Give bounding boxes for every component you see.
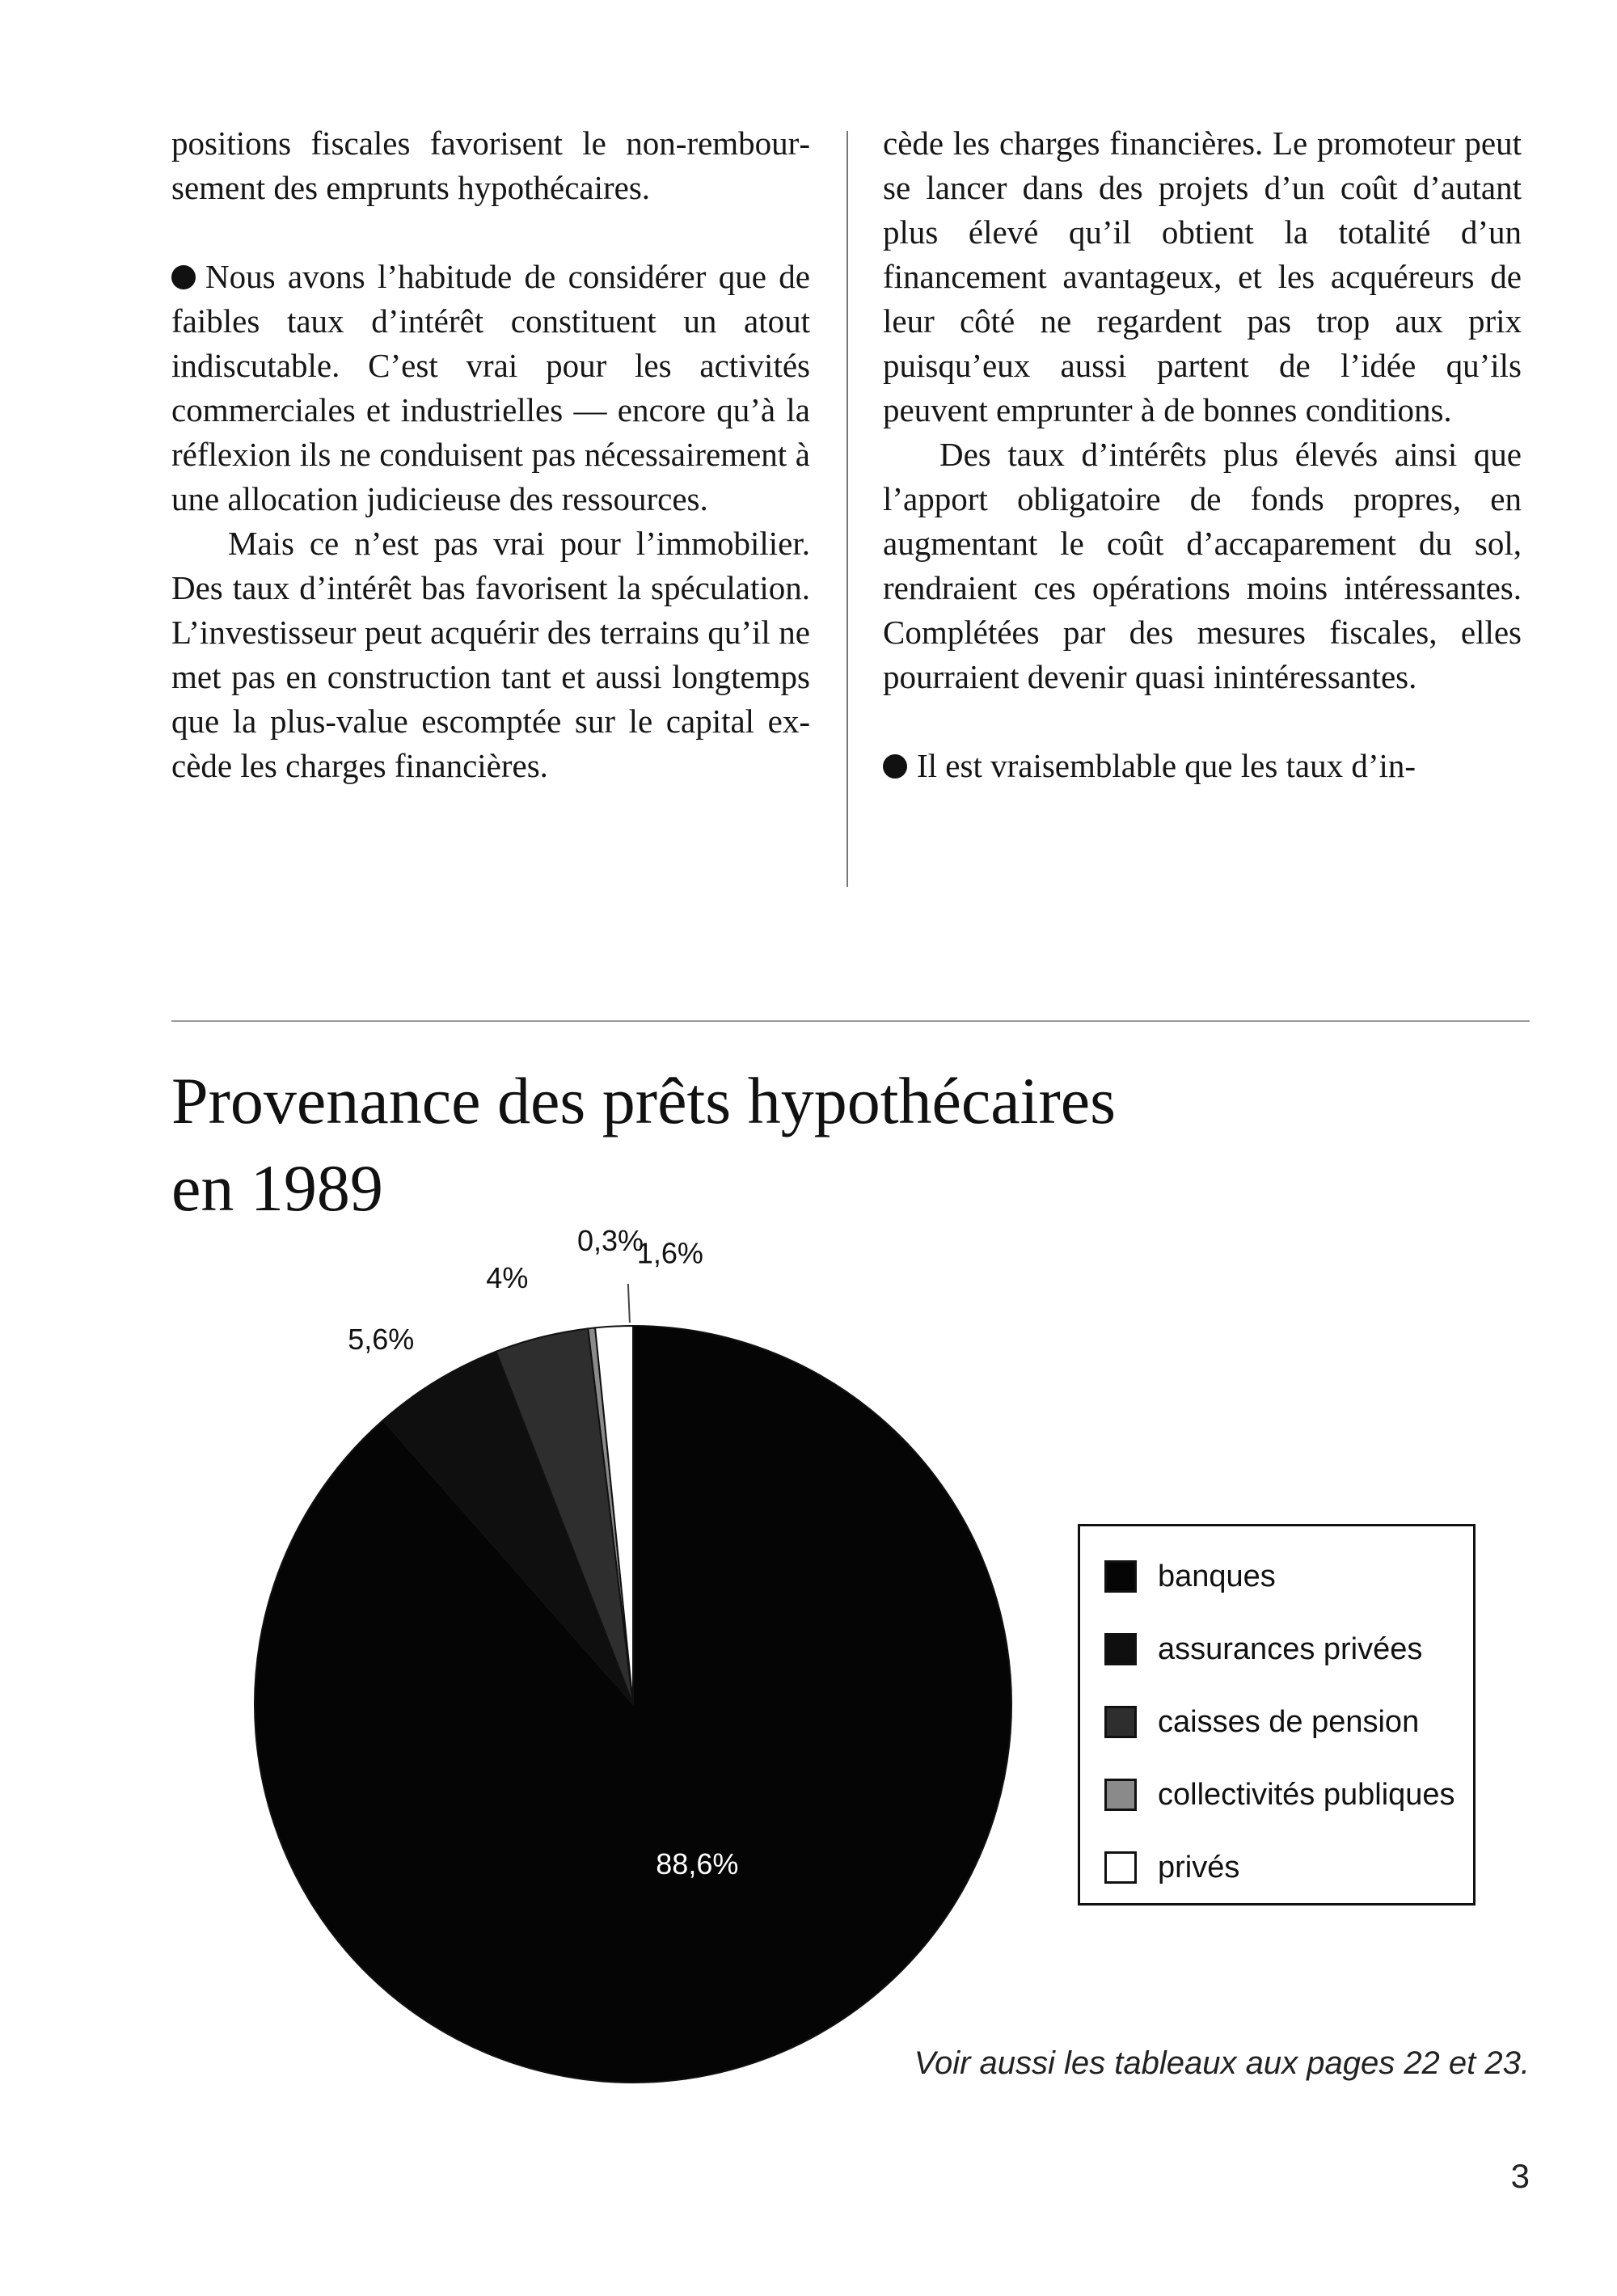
pie-value-label-assurances-privees: 5,6% [348, 1323, 415, 1357]
legend-label: caisses de pension [1158, 1704, 1420, 1739]
pie-value-label-prives: 1,6% [636, 1236, 703, 1270]
pie-leader-line [628, 1284, 630, 1323]
legend-label: banques [1158, 1559, 1276, 1593]
legend-item-assurances-privees [1104, 1631, 1422, 1667]
page-number: 3 [1510, 2157, 1530, 2195]
legend-swatch [1104, 1560, 1137, 1593]
paragraph-2-text: Nous avons l’habitude de considérer que de faibles taux d’intérêt constituent un atout indiscutable. C’est vrai pour les activités commerciales et industrielles — encore qu’à la réflexion ils ne conduisent pas nécessairement à une allocation judicieuse des ressources. [171, 258, 810, 517]
legend-swatch [1104, 1633, 1137, 1665]
legend-item-banques [1104, 1559, 1276, 1594]
see-also-note: Voir aussi les tableaux aux pages 22 et 23. [914, 2045, 1530, 2081]
figure-title-line-2: en 1989 [171, 1151, 383, 1225]
pie-value-label-banques: 88,6% [656, 1847, 739, 1881]
legend-swatch [1104, 1779, 1137, 1811]
paragraph-1: positions fiscales favorisent le non-remboursement des emprunts hypothécaires. [171, 125, 810, 206]
legend-item-prives [1104, 1850, 1239, 1885]
legend-swatch [1104, 1706, 1137, 1738]
legend-label: privés [1158, 1850, 1240, 1884]
pie-value-label-caisses-de-pension: 4% [486, 1260, 529, 1294]
legend-swatch [1104, 1851, 1137, 1884]
paragraph-5: Des taux d’intérêts plus élevés ainsi que l’apport obligatoire de fonds propres, en augmentant le coût d’accaparement du sol, rendraient ces opérations moins intéressantes. Complétées par des mesures fiscales, elles pourraient devenir quasi inintéressantes. [883, 436, 1522, 695]
legend-label: assurances privées [1158, 1631, 1423, 1666]
paragraph-4: cède les charges financières. Le promoteur peut se lancer dans des projets d’un coût d’autant plus élevé qu’il obtient la totalité d’un financement avantageux, et les acquéreurs de leur côté ne regardent pas trop aux prix puisqu’eux aussi partent de l’idée qu’ils peuvent emprunter à de bonnes conditions. [883, 125, 1522, 428]
legend-label: collectivités publiques [1158, 1777, 1455, 1812]
paragraph-6-text: Il est vraisemblable que les taux d’in- [917, 747, 1416, 784]
chart-legend [1078, 1524, 1476, 1906]
pie-value-label-collectivites-publiques: 0,3% [576, 1224, 644, 1258]
paragraph-3: Mais ce n’est pas vrai pour l’immobilier. Des taux d’intérêt bas favorisent la spéculation. L’investisseur peut acquérir des terrains qu’il ne met pas en construction tant et aussi longtemps que la plus-value escomptée sur le capital excède les charges financières. [171, 525, 810, 784]
legend-item-caisses-de-pension [1104, 1704, 1419, 1740]
figure-title-line-1: Provenance des prêts hypothécaires [171, 1064, 1117, 1137]
legend-item-collectivites-publiques [1104, 1777, 1455, 1813]
